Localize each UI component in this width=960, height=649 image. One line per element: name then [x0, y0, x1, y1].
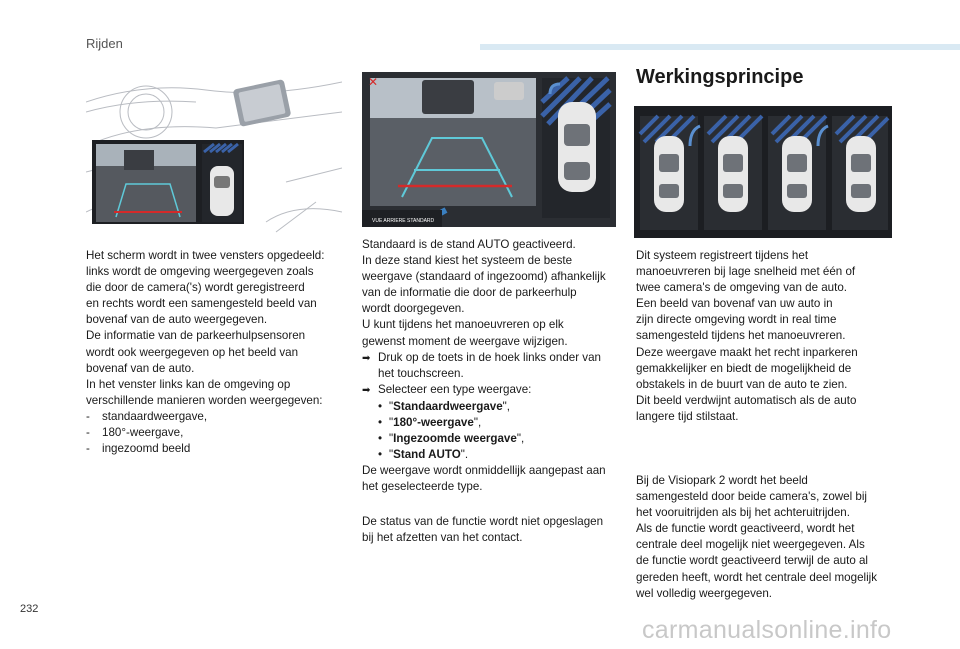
arrow-icon: ➡	[362, 352, 371, 364]
text-line: Het scherm wordt in twee vensters opgedeeld:	[86, 249, 325, 262]
text-line: Deze weergave maakt het recht inparkeren	[636, 345, 858, 359]
option-item: • "180°-weergave",	[378, 416, 482, 430]
list-item-text: standaardweergave,	[102, 409, 208, 423]
option-name: Stand AUTO	[393, 448, 461, 462]
text-line: van de informatie die door de parkeerhulp	[362, 286, 577, 300]
text-line: wordt doorgegeven.	[362, 302, 465, 316]
option-item: • "Standaardweergave",	[378, 399, 511, 413]
svg-text:✕: ✕	[368, 75, 379, 89]
text-line: die door de camera('s) wordt geregistreerd	[86, 281, 305, 295]
text-line: de functie wordt geactiveerd terwijl de auto al	[636, 554, 869, 568]
text-line: en rechts wordt een samengesteld beeld van	[86, 297, 317, 311]
option-suffix: ",	[502, 399, 511, 413]
section-title: Werkingsprincipe	[636, 66, 804, 88]
dashboard-illustration	[86, 72, 342, 238]
option-suffix: ",	[473, 416, 482, 430]
text-line: zijn directe omgeving wordt in real time	[636, 313, 837, 327]
step-text: het touchscreen.	[378, 366, 464, 380]
text-line: De informatie van de parkeerhulpsensoren	[86, 329, 306, 343]
text-line: In deze stand kiest het systeem de beste	[362, 254, 573, 268]
list-item-text: 180°-weergave,	[102, 426, 184, 440]
text-line: Als de functie wordt geactiveerd, wordt het	[636, 522, 855, 536]
text-line: Dit beeld verdwijnt automatisch als de auto	[636, 393, 857, 407]
text-line: weergave (standaard of ingezoomd) afhankelijk	[362, 270, 606, 284]
text-line: wordt ook weergegeven op het beeld van	[86, 345, 299, 359]
text-line: U kunt tijdens het manoeuvreren op elk	[362, 318, 564, 332]
top-view-illustration	[634, 106, 892, 238]
text-line: Bij de Visiopark 2 wordt het beeld	[636, 474, 808, 487]
text-line: het vooruitrijden als bij het achteruitrijden.	[636, 506, 850, 520]
text-line: het geselecteerde type.	[362, 480, 483, 494]
list-item-text: ingezoomd beeld	[102, 442, 191, 456]
rear-camera-screen	[362, 72, 616, 227]
camera-overlay-label: VUE ARRIERE STANDARD	[372, 218, 435, 224]
camera-drawing	[362, 72, 616, 227]
text-line: gereden heeft, wordt het centrale deel mogelijk	[636, 570, 878, 584]
text-line: In het venster links kan de omgeving op	[86, 377, 291, 391]
list-item: - 180°-weergave,	[86, 425, 348, 441]
text-line: twee camera's de omgeving van de auto.	[636, 281, 848, 295]
text-line: Standaard is de stand AUTO geactiveerd.	[362, 238, 576, 251]
text-line: langere tijd stilstaat.	[636, 409, 739, 423]
col1-text	[86, 248, 348, 457]
text-line: gewenst moment de weergave wijzigen.	[362, 334, 568, 348]
step-item	[362, 382, 624, 399]
step-item	[362, 350, 624, 382]
option-name: 180°-weergave	[393, 416, 474, 430]
text-line: gemakkelijker en biedt de mogelijkheid de	[636, 361, 852, 375]
text-line: Een beeld van bovenaf van uw auto in	[636, 297, 833, 311]
col3-para2	[636, 473, 898, 602]
text-line: obstakels in de buurt van de auto te zien.	[636, 377, 848, 391]
arrow-icon: ➡	[362, 384, 371, 396]
option-suffix: ",	[516, 432, 525, 446]
option-item: • "Ingezoomde weergave",	[378, 432, 525, 446]
top-view-drawing	[634, 106, 892, 238]
section-label: Rijden	[86, 36, 123, 51]
list-item: - standaardweergave,	[86, 409, 348, 425]
text-line: centrale deel mogelijk niet weergegeven. Als	[636, 538, 865, 552]
text-line: samengesteld tijdens het manoeuvreren.	[636, 329, 846, 343]
text-line: samengesteld door beide camera's, zowel bij	[636, 490, 867, 504]
text-line: wel volledig weergegeven.	[636, 586, 772, 600]
text-line: De weergave wordt onmiddellijk aangepast aan	[362, 464, 606, 478]
text-line: links wordt de omgeving weergegeven zoals	[86, 265, 314, 279]
header-bar	[480, 44, 960, 50]
dashboard-drawing	[86, 72, 342, 238]
text-line: verschillende manieren worden weergegeven:	[86, 393, 323, 407]
option-item: • "Stand AUTO".	[378, 448, 469, 462]
text-line: De status van de functie wordt niet opgeslagen	[362, 514, 604, 528]
text-line: bij het afzetten van het contact.	[362, 530, 523, 544]
text-line: Dit systeem registreert tijdens het	[636, 249, 809, 262]
col2-text	[362, 237, 624, 546]
col3-para1	[636, 248, 898, 425]
text-line: bovenaf van de auto.	[86, 361, 195, 375]
option-suffix: ".	[460, 448, 469, 462]
text-line: manoeuvreren bij lage snelheid met één of	[636, 265, 856, 279]
step-text: Selecteer een type weergave:	[378, 382, 532, 396]
text-line: bovenaf van de auto weergegeven.	[86, 313, 268, 327]
option-name: Standaardweergave	[393, 399, 503, 413]
list-item: - ingezoomd beeld	[86, 441, 348, 457]
option-name: Ingezoomde weergave	[393, 432, 517, 446]
page-number: 232	[20, 603, 39, 615]
watermark: carmanualsonline.info	[642, 616, 892, 644]
step-text: Druk op de toets in de hoek links onder van	[378, 350, 601, 364]
